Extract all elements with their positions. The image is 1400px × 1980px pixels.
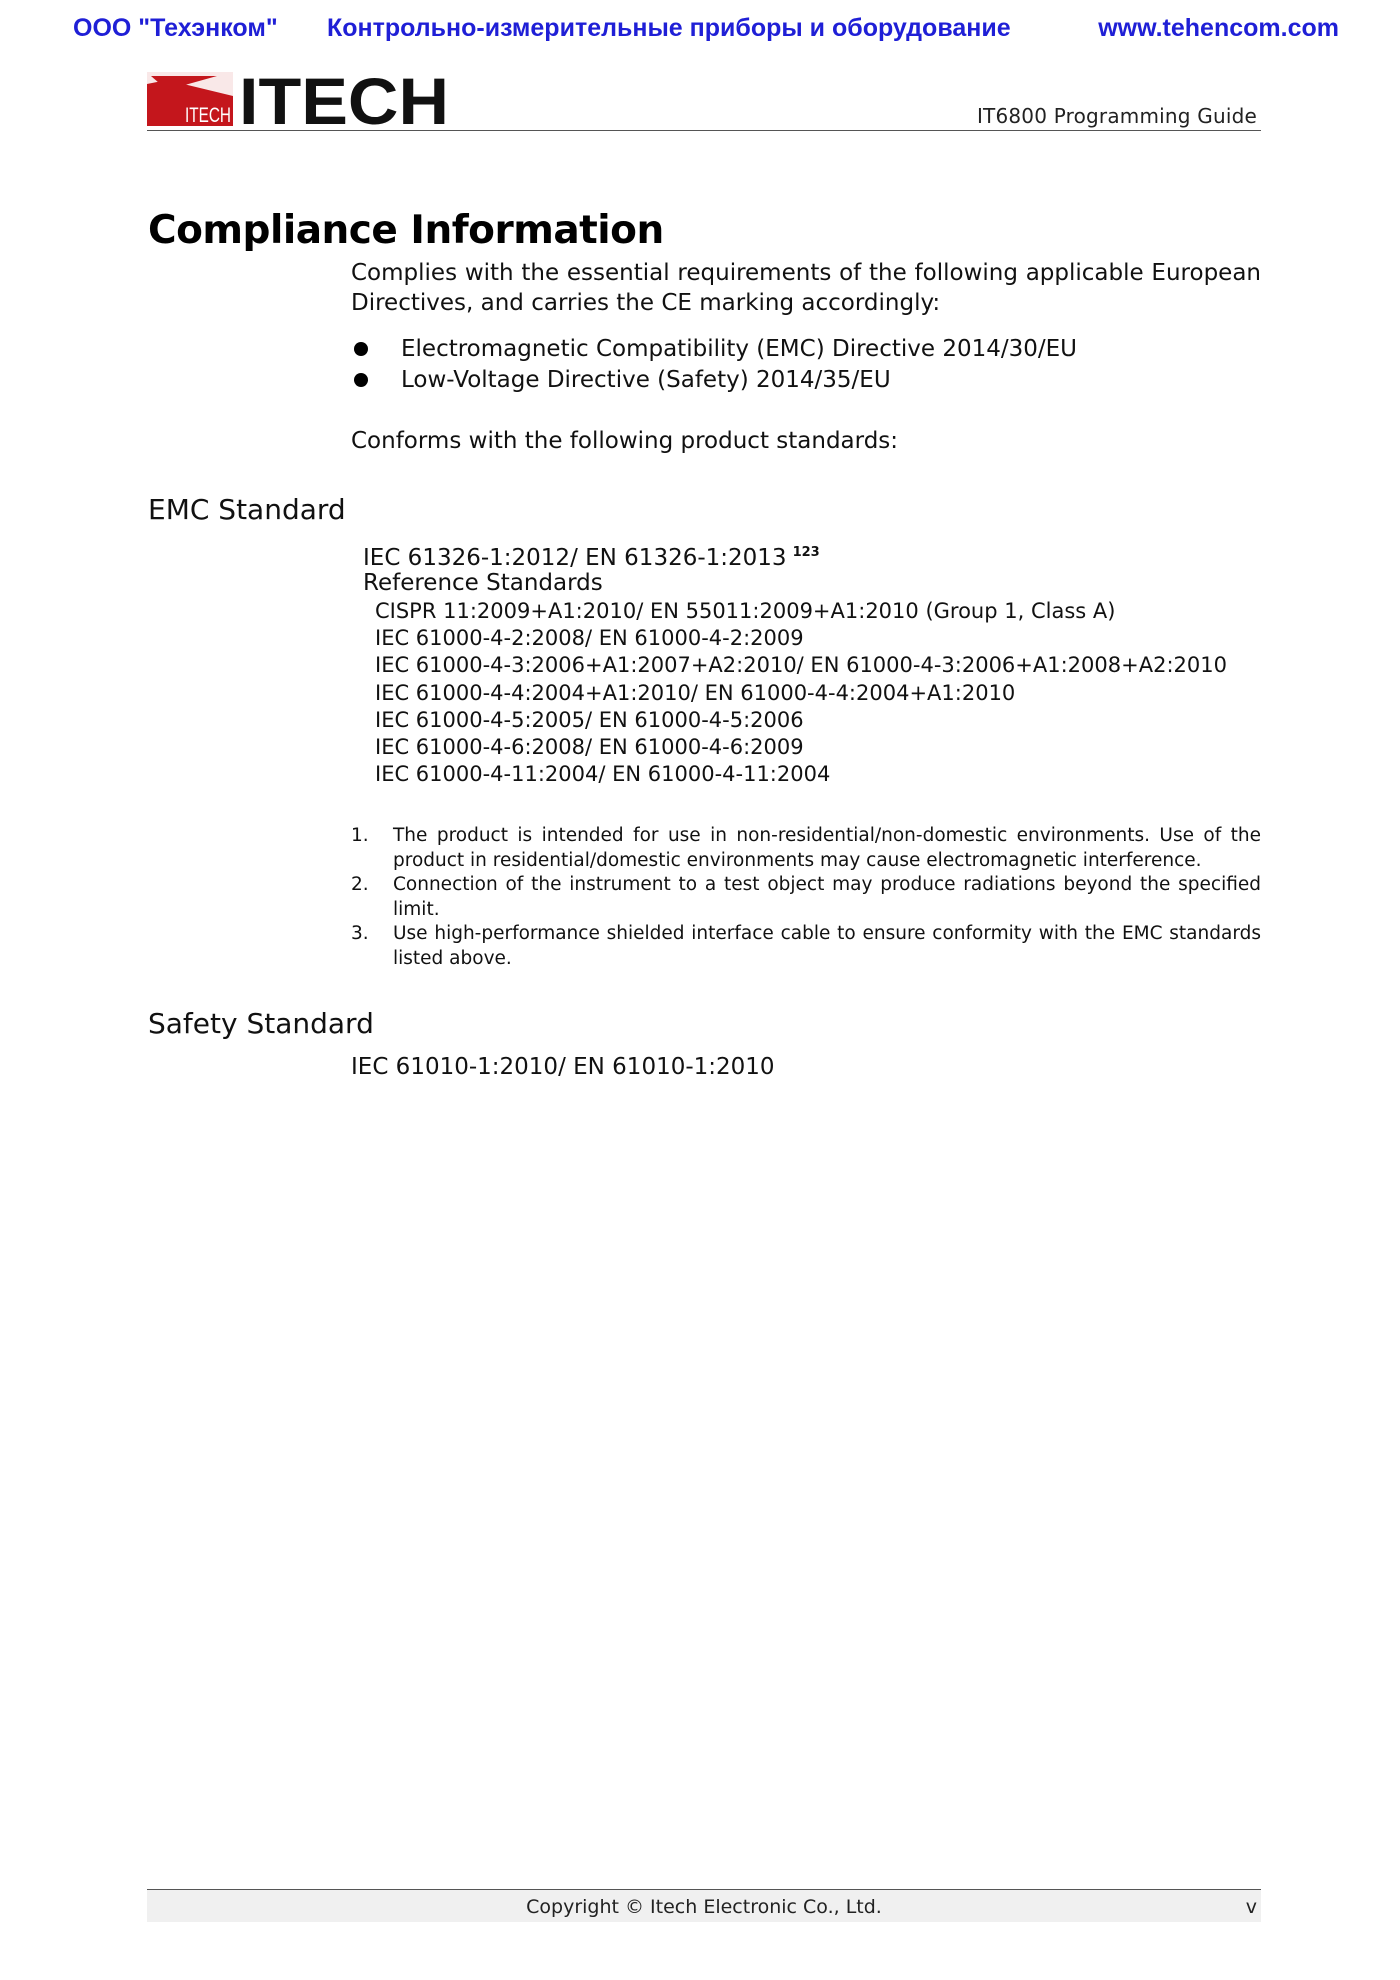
page-header <box>147 64 1261 131</box>
itech-logo <box>147 70 457 130</box>
svg-text:ITECH: ITECH <box>185 104 231 127</box>
list-item <box>351 334 1251 365</box>
note-item <box>351 873 1261 922</box>
note-text: Use high-performance shielded interface cable to ensure conformity with the EMC standards listed above. <box>393 923 1261 969</box>
bullet-icon <box>354 342 368 356</box>
note-number: 3. <box>351 923 369 944</box>
note-item <box>351 824 1261 873</box>
banner-company: ООО "Техэнком" <box>73 14 278 42</box>
note-text: Connection of the instrument to a test object may produce radiations beyond the specified limit. <box>393 874 1261 920</box>
list-item: IEC 61000-4-3:2006+A1:2007+A2:2010/ EN 61000-4-3:2006+A1:2008+A2:2010 <box>375 653 1227 678</box>
note-text: The product is intended for use in non-residential/non-domestic environments. Use of the product in residential/domestic environments may cause electromagnetic interference. <box>393 825 1261 871</box>
safety-standard: IEC 61010-1:2010/ EN 61010-1:2010 <box>351 1054 775 1080</box>
page-title: Compliance Information <box>148 208 664 253</box>
list-item: CISPR 11:2009+A1:2010/ EN 55011:2009+A1:2010 (Group 1, Class A) <box>375 599 1116 623</box>
list-item: IEC 61000-4-5:2005/ EN 61000-4-5:2006 <box>375 707 804 732</box>
directive-text: Electromagnetic Compatibility (EMC) Directive 2014/30/EU <box>401 336 1077 362</box>
directive-text: Low-Voltage Directive (Safety) 2014/35/EU <box>401 367 891 393</box>
note-reference: 123 <box>792 545 820 560</box>
list-item <box>351 365 1251 396</box>
list-item: IEC 61000-4-2:2008/ EN 61000-4-2:2009 <box>375 626 804 651</box>
reference-standards-list <box>375 598 1227 788</box>
note-number: 2. <box>351 874 369 895</box>
guide-title: IT6800 Programming Guide <box>976 104 1257 128</box>
page-footer <box>147 1889 1261 1922</box>
conforms-text: Conforms with the following product standards: <box>351 428 899 454</box>
emc-primary-text: IEC 61326-1:2012/ EN 61326-1:2013 <box>363 545 787 571</box>
reference-standards-label: Reference Standards <box>363 570 603 596</box>
svg-text:ITECH: ITECH <box>239 70 449 130</box>
directive-list <box>351 334 1251 396</box>
intro-paragraph: Complies with the essential requirements of the following applicable European Directives, and carries the CE marking accordingly: <box>351 260 1261 316</box>
banner-tagline: Контрольно-измерительные приборы и оборудование <box>327 14 1011 42</box>
banner-website-link[interactable]: www.tehencom.com <box>1098 14 1339 42</box>
list-item: IEC 61000-4-4:2004+A1:2010/ EN 61000-4-4:2004+A1:2010 <box>375 680 1016 705</box>
list-item: IEC 61000-4-11:2004/ EN 61000-4-11:2004 <box>375 762 831 787</box>
note-number: 1. <box>351 825 369 846</box>
copyright-text: Copyright © Itech Electronic Co., Ltd. <box>526 1896 882 1918</box>
emc-heading: EMC Standard <box>148 493 346 526</box>
note-item <box>351 922 1261 971</box>
list-item: IEC 61000-4-6:2008/ EN 61000-4-6:2009 <box>375 735 804 760</box>
emc-notes <box>351 824 1261 971</box>
safety-heading: Safety Standard <box>148 1007 374 1040</box>
page-number: v <box>1245 1896 1257 1918</box>
bullet-icon <box>354 373 368 387</box>
top-banner <box>0 14 1400 48</box>
